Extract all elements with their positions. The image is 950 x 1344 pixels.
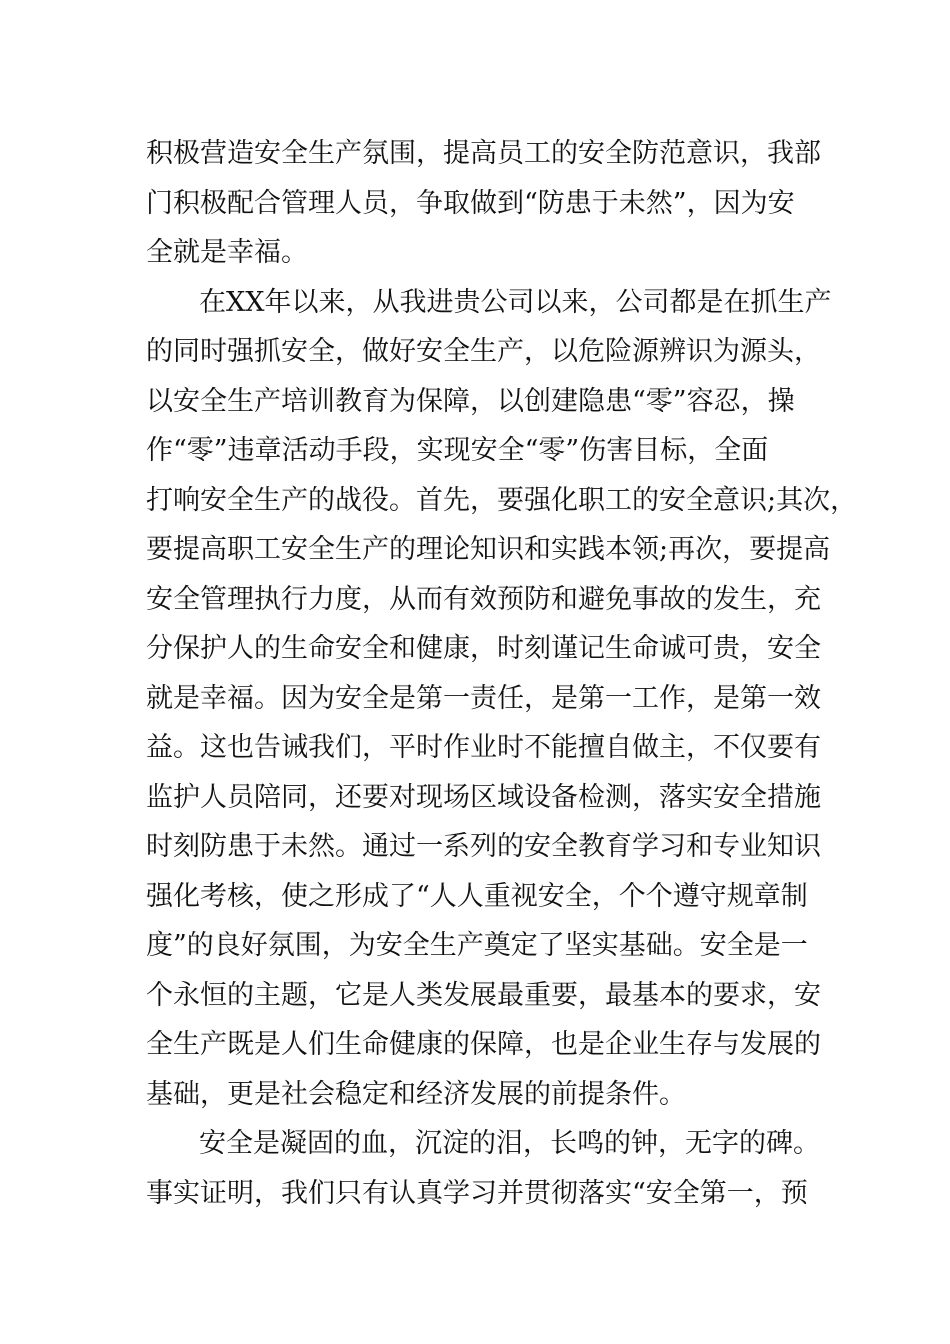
text-line: 作“零”违章活动手段，实现安全“零”伤害目标，全面 — [146, 435, 769, 466]
text-line: 全就是幸福。 — [146, 237, 308, 268]
text-line: 监护人员陪同，还要对现场区域设备检测，落实安全措施 — [146, 782, 821, 813]
text-line: 时刻防患于未然。通过一系列的安全教育学习和专业知识 — [146, 831, 821, 862]
text-line: 以安全生产培训教育为保障，以创建隐患“零”容忍，操 — [146, 386, 795, 417]
text-line: 在XX年以来，从我进贵公司以来，公司都是在抓生产 — [199, 287, 832, 318]
text-line: 全生产既是人们生命健康的保障，也是企业生存与发展的 — [146, 1029, 821, 1060]
text-line: 安全管理执行力度，从而有效预防和避免事故的发生，充 — [146, 584, 821, 615]
text-line: 益。这也告诫我们，平时作业时不能擅自做主，不仅要有 — [146, 732, 821, 763]
text-line: 基础，更是社会稳定和经济发展的前提条件。 — [146, 1079, 686, 1110]
text-line: 积极营造安全生产氛围，提高员工的安全防范意识，我部 — [146, 138, 821, 169]
text-line: 要提高职工安全生产的理论知识和实践本领;再次，要提高 — [146, 534, 831, 565]
text-line: 安全是凝固的血，沉淀的泪，长鸣的钟，无字的碑。 — [199, 1128, 820, 1159]
text-line: 事实证明，我们只有认真学习并贯彻落实“安全第一，预 — [146, 1178, 808, 1209]
text-line: 强化考核，使之形成了“人人重视安全，个个遵守规章制 — [146, 881, 808, 912]
text-line: 门积极配合管理人员，争取做到“防患于未然”，因为安 — [146, 188, 795, 219]
text-line: 度”的良好氛围，为安全生产奠定了坚实基础。安全是一 — [146, 930, 808, 961]
text-line: 的同时强抓安全，做好安全生产，以危险源辨识为源头， — [146, 336, 821, 367]
text-line: 个永恒的主题，它是人类发展最重要，最基本的要求，安 — [146, 980, 821, 1011]
text-line: 分保护人的生命安全和健康，时刻谨记生命诚可贵，安全 — [146, 633, 821, 664]
text-line: 就是幸福。因为安全是第一责任，是第一工作，是第一效 — [146, 683, 821, 714]
text-line: 打响安全生产的战役。首先，要强化职工的安全意识;其次， — [146, 485, 858, 516]
